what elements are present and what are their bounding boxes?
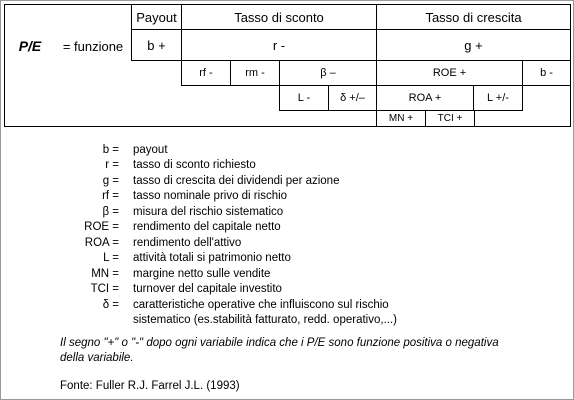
cell-b-plus: b + <box>131 29 182 61</box>
cell-l-plus-minus: L +/- <box>473 85 523 111</box>
cell-r-minus: r - <box>181 29 377 61</box>
header-tasso-crescita: Tasso di crescita <box>376 4 571 30</box>
cell-b-minus: b - <box>522 60 571 86</box>
cell-g-plus: g + <box>376 29 571 61</box>
header-tasso-sconto: Tasso di sconto <box>181 4 377 30</box>
cell-tci-plus: TCI + <box>425 110 475 127</box>
source-citation: Fonte: Fuller R.J. Farrel J.L. (1993) <box>60 380 240 392</box>
cell-mn-plus: MN + <box>376 110 426 127</box>
cell-rm-minus: rm - <box>230 60 280 86</box>
cell-rf-minus: rf - <box>181 60 231 86</box>
cell-beta-minus: β – <box>279 60 377 86</box>
cell-delta: δ +/– <box>328 85 377 111</box>
sign-note: Il segno "+" o "-" dopo ogni variabile indica che i P/E sono funzione positiva o negativa della variabile. <box>60 337 499 364</box>
pe-label: P/E <box>18 38 42 54</box>
cell-l-minus: L - <box>279 85 329 111</box>
cell-roa-plus: ROA + <box>376 85 474 111</box>
equals-function-label: = funzione <box>62 38 124 54</box>
cell-roe-plus: ROE + <box>376 60 523 86</box>
header-payout: Payout <box>131 4 182 30</box>
